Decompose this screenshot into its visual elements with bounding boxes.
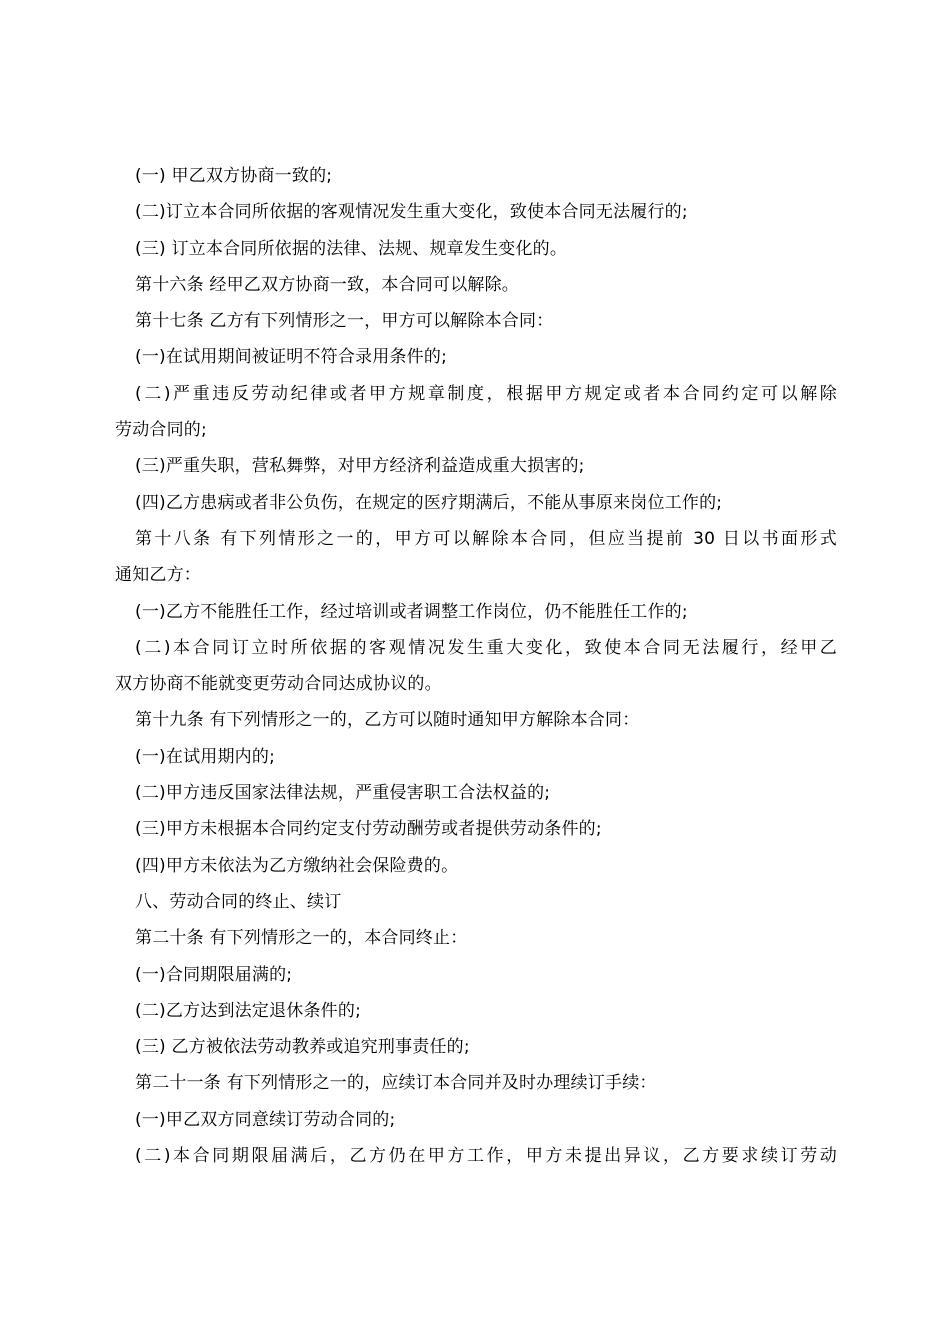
text-line: (二)乙方达到法定退休条件的; [135, 1000, 361, 1021]
text-line: (一)在试用期间被证明不符合录用条件的; [135, 347, 447, 368]
text-line: (一)乙方不能胜任工作，经过培训或者调整工作岗位，仍不能胜任工作的; [135, 601, 688, 622]
text-line: (三)甲方未根据本合同约定支付劳动酬劳或者提供劳动条件的; [135, 819, 602, 840]
text-line: (一)甲乙双方同意续订劳动合同的; [135, 1109, 396, 1130]
text-line: (二)订立本合同所依据的客观情况发生重大变化，致使本合同无法履行的; [135, 202, 688, 223]
text-line: (二)严重违反劳动纪律或者甲方规章制度，根据甲方规定或者本合同约定可以解除 [135, 383, 837, 404]
text-line: (三) 订立本合同所依据的法律、法规、规章发生变化的。 [135, 238, 568, 259]
article-heading: 第十八条 有下列情形之一的，甲方可以解除本合同，但应当提前 30 日以书面形式 [135, 528, 837, 549]
text-line: (一) 甲乙双方协商一致的; [135, 166, 333, 186]
text-line: (二)甲方违反国家法律法规，严重侵害职工合法权益的; [135, 783, 551, 804]
text-line: (三)严重失职，营私舞弊，对甲方经济利益造成重大损害的; [135, 456, 585, 477]
article-heading: 第十七条 乙方有下列情形之一，甲方可以解除本合同： [135, 311, 554, 332]
article-heading: 第二十条 有下列情形之一的，本合同终止： [135, 928, 468, 949]
text-line: (三) 乙方被依法劳动教养或追究刑事责任的; [135, 1037, 470, 1058]
article-heading: 第十九条 有下列情形之一的，乙方可以随时通知甲方解除本合同： [135, 710, 640, 731]
article-heading: 第二十一条 有下列情形之一的，应续订本合同并及时办理续订手续： [135, 1073, 657, 1094]
document-body [115, 158, 837, 1174]
text-line-continuation: 双方协商不能就变更劳动合同达成协议的。 [115, 674, 442, 695]
article-heading: 第十六条 经甲乙双方协商一致，本合同可以解除。 [135, 274, 520, 295]
text-line: (四)甲方未依法为乙方缴纳社会保险费的。 [135, 855, 459, 876]
section-heading: 八、劳动合同的终止、续订 [135, 891, 342, 912]
text-line: (一)合同期限届满的; [135, 964, 293, 985]
text-line: (一)在试用期内的; [135, 746, 275, 767]
text-line-continuation: 劳动合同的; [115, 420, 207, 441]
text-line: (二)本合同期限届满后，乙方仍在甲方工作，甲方未提出异议，乙方要求续订劳动 [135, 1146, 837, 1167]
text-line: (四)乙方患病或者非公负伤，在规定的医疗期满后，不能从事原来岗位工作的; [135, 492, 723, 513]
text-line-continuation: 通知乙方： [115, 565, 201, 586]
text-line: (二)本合同订立时所依据的客观情况发生重大变化，致使本合同无法履行，经甲乙 [135, 637, 837, 658]
